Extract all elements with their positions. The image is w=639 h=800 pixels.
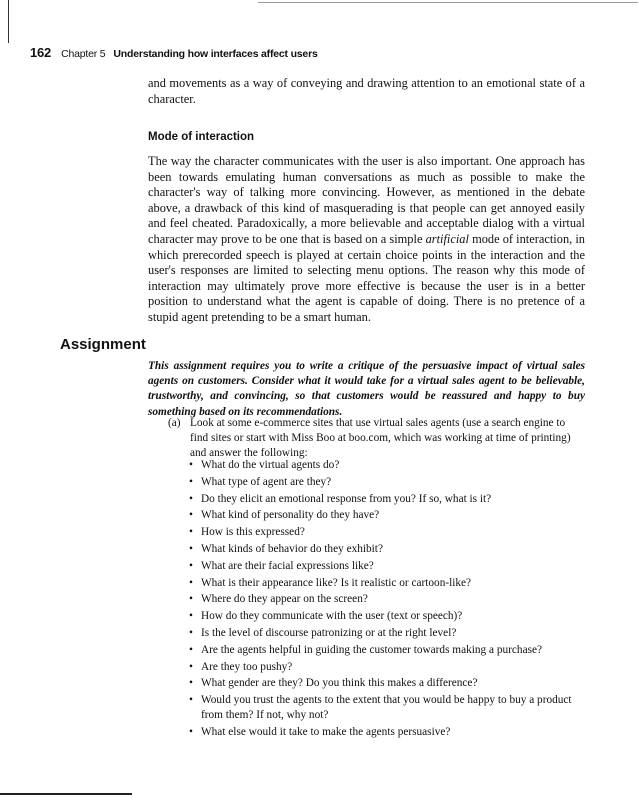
- bullet-icon: •: [189, 492, 193, 505]
- emphasis-artificial: artificial: [425, 231, 469, 246]
- paragraph-text-after: mode of interaction, in which prerecorded speech is played at certain choice points in the interaction and the user's responses are limited to selecting menu options. The reason why this mode of interaction may ultimately prove more effective is because the user is in a better position to understand what the agent is capable of doing. There is no pretence of a stupid agent pretending to be a smart human.: [148, 231, 585, 324]
- list-item: • What type of agent are they?: [189, 475, 332, 488]
- paragraph-text-before: The way the character communicates with the user is also important. One approach has been towards emulating human conversations as much as possible to make the character's way of talking more convincing. However, as mentioned in the debate above, a drawback of this kind of masquerading is that people can get annoyed easily and feel cheated. Paradoxically, a more believable and acceptable dialog with a virtual character may prove to be one that is based on a simple: [148, 154, 585, 246]
- bullet-icon: •: [189, 626, 193, 639]
- list-item: • What kind of personality do they have?: [189, 509, 380, 522]
- assignment-intro: This assignment requires you to write a critique of the persuasive impact of virtual sales agents on customers. Consider what it would take for a virtual sales agent to be believable, trustworthy, and convincing, so that customers would be reassured and happy to buy something based on its recommendations.: [148, 360, 585, 418]
- subheading-mode-of-interaction: Mode of interaction: [148, 131, 255, 143]
- running-header: [30, 45, 318, 60]
- list-item: • What else would it take to make the agents persuasive?: [189, 725, 451, 738]
- bullet-icon: •: [189, 542, 193, 555]
- section-heading-assignment: Assignment: [60, 336, 146, 353]
- question-list: [189, 458, 586, 742]
- bullet-icon: •: [189, 725, 193, 738]
- bullet-icon: •: [189, 660, 193, 673]
- bullet-icon: •: [189, 526, 193, 539]
- item-a-text: Look at some e-commerce sites that use virtual sales agents (use a search engine to find sites or start with Miss Boo at boo.com, which was working at time of printing) and answer the following:: [190, 417, 571, 459]
- list-item: • Is the level of discourse patronizing or at the right level?: [189, 626, 457, 639]
- list-item: • What is their appearance like? Is it realistic or cartoon-like?: [189, 576, 472, 589]
- bullet-icon: •: [189, 509, 193, 522]
- bullet-icon: •: [189, 576, 193, 589]
- list-item: • Are they too pushy?: [189, 660, 293, 673]
- paragraph-mode-of-interaction: [148, 154, 585, 326]
- bottom-rule: [0, 793, 132, 795]
- top-rule: [258, 2, 638, 3]
- list-item: • Would you trust the agents to the extent that you would be happy to buy a product from them? If not, why not?: [189, 694, 572, 721]
- bullet-icon: •: [189, 694, 193, 707]
- list-item: • How do they communicate with the user (text or speech)?: [189, 610, 463, 623]
- page-number: 162: [30, 45, 52, 60]
- list-item: • Are the agents helpful in guiding the customer towards making a purchase?: [189, 643, 543, 656]
- bullet-icon: •: [189, 677, 193, 690]
- list-item: • What are their facial expressions like?: [189, 559, 374, 572]
- left-margin-rule: [8, 0, 9, 43]
- paragraph-continuation: and movements as a way of conveying and drawing attention to an emotional state of a character.: [148, 76, 585, 106]
- list-item: • What kinds of behavior do they exhibit?: [189, 542, 383, 555]
- list-item: • What do the virtual agents do?: [189, 459, 340, 471]
- chapter-label: Chapter 5: [61, 48, 106, 60]
- bullet-icon: •: [189, 643, 193, 656]
- chapter-title: Understanding how interfaces affect users: [113, 48, 318, 60]
- bullet-icon: •: [189, 459, 193, 471]
- list-item: • Where do they appear on the screen?: [189, 593, 368, 606]
- bullet-icon: •: [189, 610, 193, 623]
- list-item: • What gender are they? Do you think this makes a difference?: [189, 677, 478, 690]
- item-a-label: (a): [168, 417, 181, 429]
- list-item: • How is this expressed?: [189, 526, 305, 539]
- bullet-icon: •: [189, 593, 193, 606]
- bullet-icon: •: [189, 475, 193, 488]
- bullet-icon: •: [189, 559, 193, 572]
- list-item: • Do they elicit an emotional response from you? If so, what is it?: [189, 492, 492, 505]
